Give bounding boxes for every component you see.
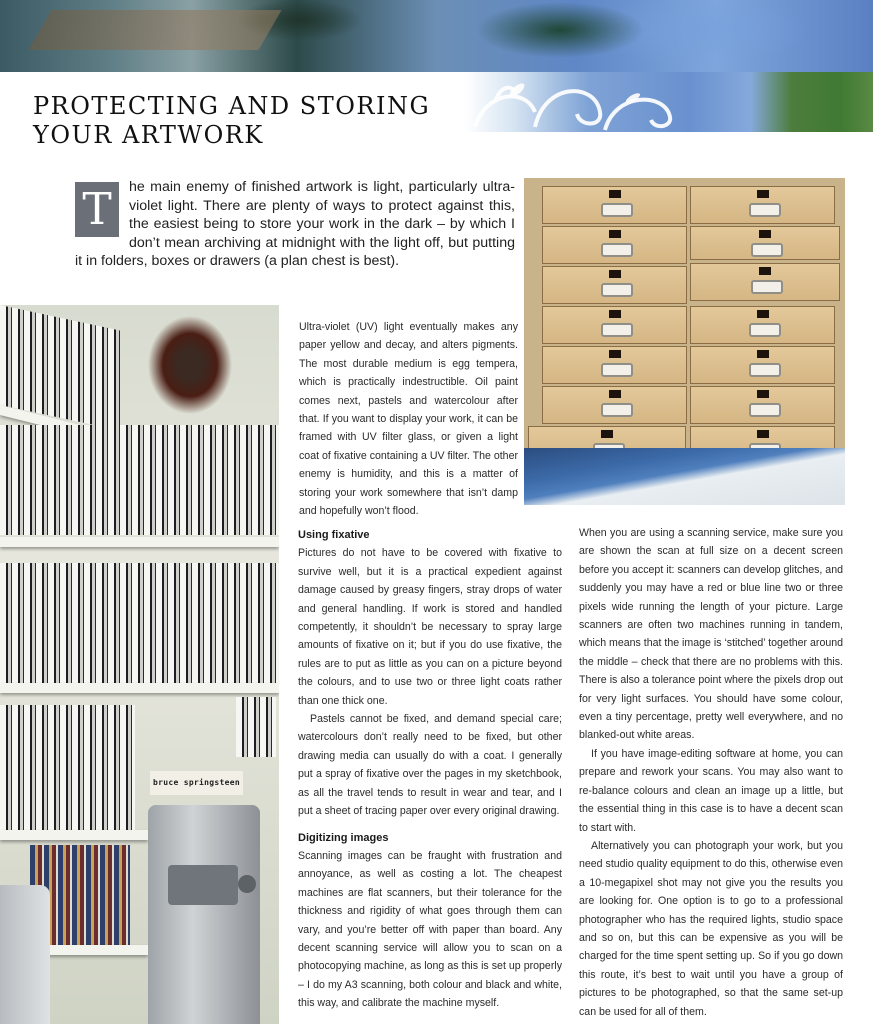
shelf <box>0 537 279 547</box>
artwork-prints-on-table <box>524 448 845 505</box>
uv-paragraph: Ultra-violet (UV) light eventually makes any paper yellow and decay, and alters pigments. The most durable medium is egg tempera, which is practically indestructible. Oil paint comes next, pastels and watercolour after that. If you want to display your work, it can be framed with UV filter glass, or given a light coat of fixative containing a UV filter. The other enemy is humidity, and this is a matter of storing your work somewhere that isn’t damp and hopefully won’t flood. <box>299 321 518 518</box>
drawer <box>690 226 840 260</box>
heading-using-fixative: Using fixative <box>298 529 370 541</box>
photo-plan-chest-drawers <box>524 178 845 505</box>
drawer <box>542 386 687 424</box>
drawer <box>542 306 687 344</box>
drop-cap: T <box>75 182 119 237</box>
middle-column <box>298 526 562 1013</box>
page-title-line-2: YOUR ARTWORK <box>33 121 264 149</box>
header-painting-banner <box>0 0 873 72</box>
cd-row <box>236 697 276 757</box>
digitizing-paragraph-4: Alternatively you can photograph your work, but you need studio quality equipment to do this, otherwise even a 10-megapixel shot may not give you the results you are looking for. One option is to go to a professional photographer who has the required lights, studio space and so on, but this can be expensive as you will be charged for the time spent setting up. So if you go down this route, it’s best to wait until you have a group of pictures to be photographed, so that the same set-up can be used for all of them. <box>579 839 843 1018</box>
shelf <box>0 683 279 693</box>
drawer <box>690 263 840 301</box>
intro-paragraph <box>75 178 515 271</box>
drawer <box>690 346 835 384</box>
drawer <box>690 186 835 224</box>
cd-row <box>0 705 135 830</box>
stereo-system <box>148 805 260 1024</box>
swirl-ornament-icon <box>465 72 873 132</box>
digitizing-paragraph-2: When you are using a scanning service, make sure you are shown the scan at full size on a decent screen before you accept it: scanners can develop glitches, and suddenly you may have a red or blue line two or three pixels wide running the length of your picture. Large scanners are often two machines running in tandem, which means that the image is ‘stitched’ together around the middle – check that there are no problems with this. There is also a tolerance point where the pixels drop out for very light surfaces. You should have some colour, even a tiny percentage, pretty well everywhere, and no blanked-out white areas. <box>579 527 844 742</box>
page-title <box>33 92 430 150</box>
header-ornament-band <box>465 72 873 132</box>
computer-monitor <box>0 885 50 1024</box>
cd-row <box>0 425 279 535</box>
uv-light-column <box>299 318 518 520</box>
drawer <box>542 226 687 264</box>
heading-digitizing-images: Digitizing images <box>298 831 389 844</box>
fixative-paragraph-2: Pastels cannot be fixed, and demand special care; watercolours don’t really need to be fixed, but other drawing media can usually do with a coat. I generally put a spray of fixative over the pages in my sketchbook, as all the travel tends to result in wear and tear, and I put a sheet of tracing paper over every original drawing. <box>298 713 562 818</box>
intro-text: he main enemy of finished artwork is light, particularly ultra-violet light. There are plenty of ways to protect against this, the easiest being to store your work in the dark – by which I don’t mean archiving at midnight with the light off, but putting it in folders, boxes or drawers (a plan chest is best). <box>75 179 515 269</box>
drawer <box>542 346 687 384</box>
drawer <box>690 306 835 344</box>
page-title-line-1: PROTECTING AND STORING <box>33 92 431 120</box>
drawer <box>542 186 687 224</box>
digitizing-paragraph-3: If you have image-editing software at home, you can prepare and rework your scans. You may also want to re-balance colours and clean an image up a little, but the essential thing in this case is to have a decent scan to start with. <box>579 747 843 834</box>
digitizing-paragraph-1: Scanning images can be fraught with frustration and annoyance, as well as costing a lot. The cheapest machines are flat scanners, but their tolerance for the thickness and rigidity of what goes through them can vary, and you’re better off with paper than board. Any decent scanning service will allow you to scan on a photocopying machine, as long as this is set up properly – I do my A3 scanning, both colour and black and white, this way, and calibrate the machine myself. <box>298 849 562 1010</box>
right-column <box>579 524 843 1021</box>
drawer <box>542 266 687 304</box>
shelf <box>0 830 148 840</box>
plant-silhouette <box>120 305 270 445</box>
photo-cd-shelves <box>0 305 279 1024</box>
cd-row <box>0 563 279 683</box>
fixative-paragraph-1: Pictures do not have to be covered with fixative to survive well, but it is a practical expedient against damage caused by greasy fingers, stray drops of water and general handling. If work is stored and handled competently, it shouldn’t be necessary to spray large amounts of fixative on it; but if you do use fixative, the rules are to put as little as you can on a picture beyond the colours, and to use two or three light coats rather than one thick one. <box>298 547 562 707</box>
drawer <box>690 386 835 424</box>
cd-box-label: bruce springsteen <box>150 771 243 795</box>
